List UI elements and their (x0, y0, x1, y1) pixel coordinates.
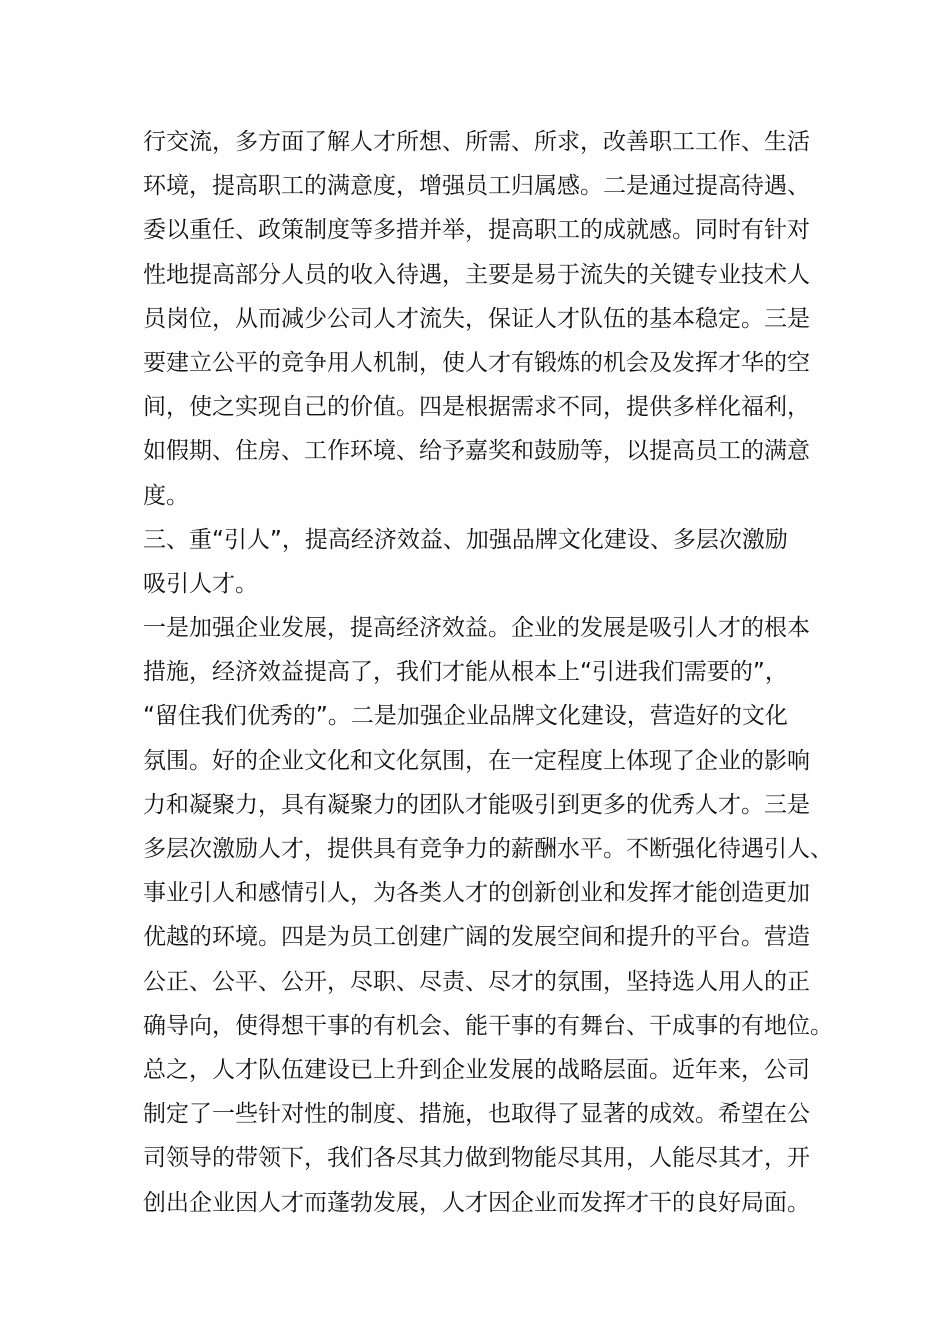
text-line: 确导向，使得想干事的有机会、能干事的有舞台、干成事的有地位。 (143, 1012, 833, 1039)
text-line: 氛围。好的企业文化和文化氛围，在一定程度上体现了企业的影响 (143, 747, 810, 774)
text-line: 优越的环境。四是为员工创建广阔的发展空间和提升的平台。营造 (143, 924, 810, 951)
section-heading: 三、重“引人”，提高经济效益、加强品牌文化建设、多层次激励 (143, 526, 788, 553)
text-line: 创出企业因人才而蓬勃发展，人才因企业而发挥才干的良好局面。 (143, 1189, 810, 1216)
text-line: “留住我们优秀的”。二是加强企业品牌文化建设，营造好的文化 (143, 703, 788, 730)
text-line: 公正、公平、公开，尽职、尽责、尽才的氛围，坚持选人用人的正 (143, 968, 810, 995)
text-line: 度。 (143, 482, 189, 509)
text-line: 事业引人和感情引人，为各类人才的创新创业和发挥才能创造更加 (143, 880, 810, 907)
text-line: 司领导的带领下，我们各尽其力做到物能尽其用，人能尽其才，开 (143, 1145, 810, 1172)
text-line: 员岗位，从而减少公司人才流失，保证人才队伍的基本稳定。三是 (143, 305, 810, 332)
text-line: 力和凝聚力，具有凝聚力的团队才能吸引到更多的优秀人才。三是 (143, 791, 810, 818)
text-line: 行交流，多方面了解人才所想、所需、所求，改善职工工作、生活 (143, 129, 810, 155)
text-line: 一是加强企业发展，提高经济效益。企业的发展是吸引人才的根本 (143, 615, 810, 642)
text-line: 多层次激励人才，提供具有竞争力的薪酬水平。不断强化待遇引人、 (143, 836, 833, 862)
text-line: 环境，提高职工的满意度，增强员工归属感。二是通过提高待遇、 (143, 173, 810, 200)
text-line: 性地提高部分人员的收入待遇，主要是易于流失的关键专业技术人 (143, 261, 810, 288)
text-line: 制定了一些针对性的制度、措施，也取得了显著的成效。希望在公 (143, 1101, 810, 1128)
text-line: 如假期、住房、工作环境、给予嘉奖和鼓励等，以提高员工的满意 (143, 438, 810, 465)
section-heading: 吸引人才。 (143, 570, 258, 597)
text-line: 委以重任、政策制度等多措并举，提高职工的成就感。同时有针对 (143, 217, 810, 244)
text-line: 间，使之实现自己的价值。四是根据需求不同，提供多样化福利， (143, 394, 810, 421)
text-line: 措施，经济效益提高了，我们才能从根本上“引进我们需要的”， (143, 659, 788, 686)
text-line: 要建立公平的竞争用人机制，使人才有锻炼的机会及发挥才华的空 (143, 349, 810, 376)
text-line: 总之，人才队伍建设已上升到企业发展的战略层面。近年来，公司 (143, 1056, 810, 1083)
body-text (143, 120, 833, 1225)
